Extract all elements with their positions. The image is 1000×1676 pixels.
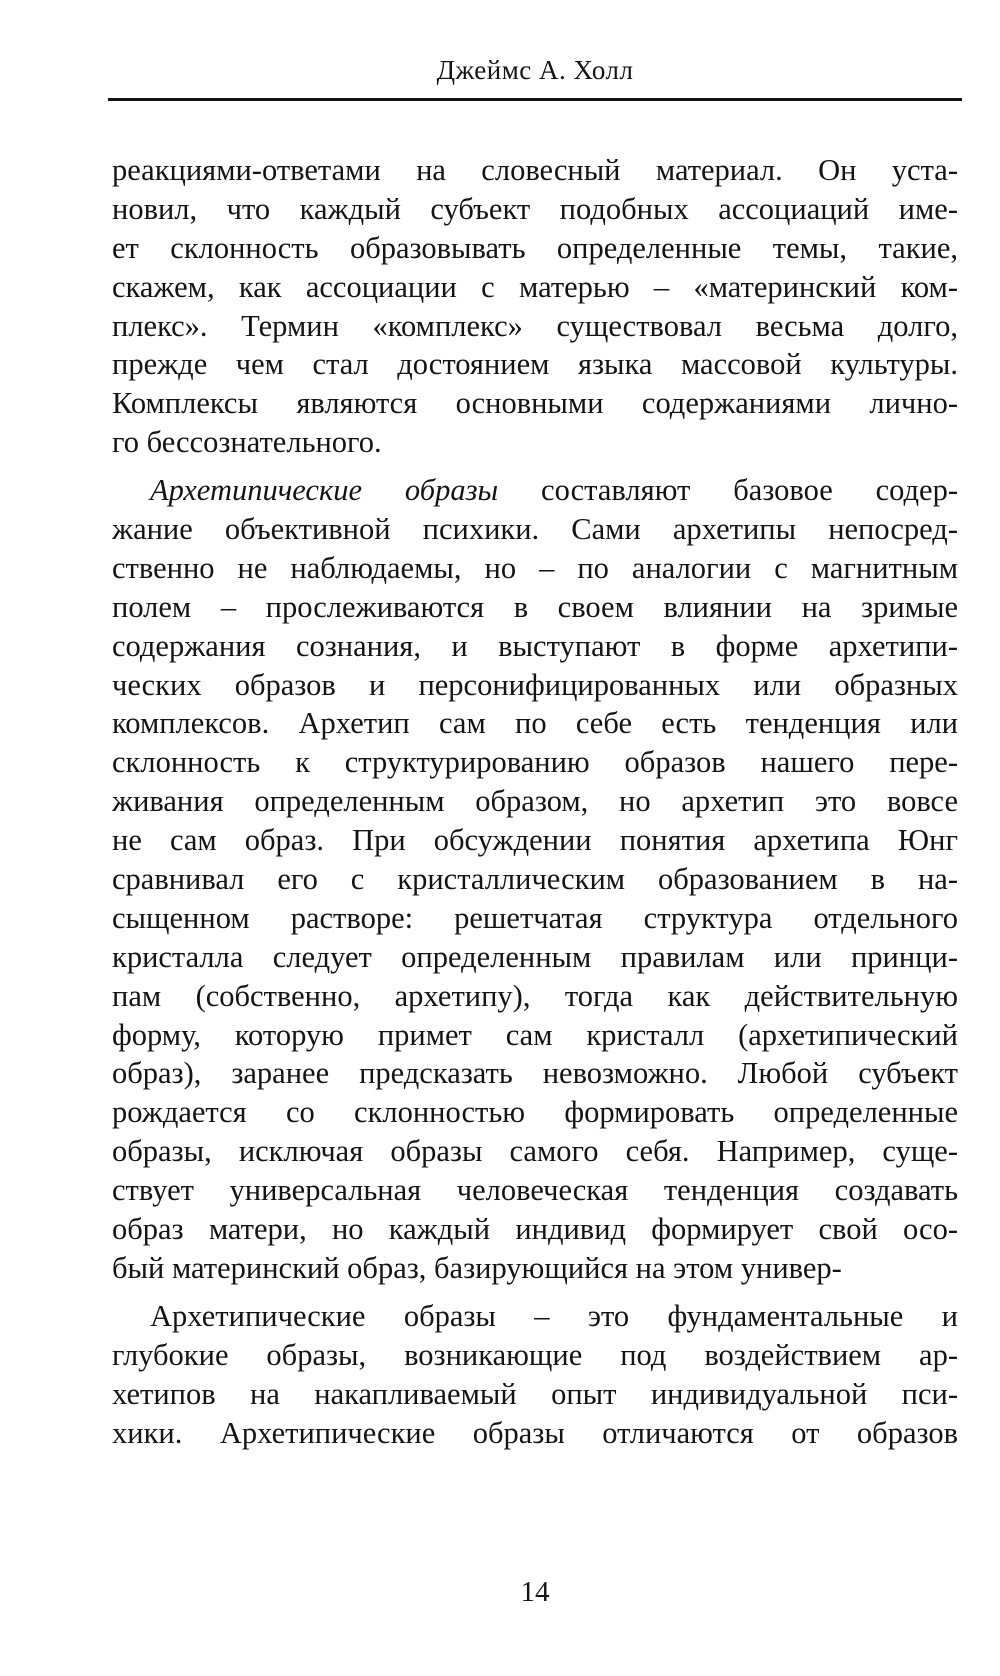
text-line: скажем, как ассоциации с матерью – «материнский ком- [112, 269, 958, 304]
text-line: новил, что каждый субъект подобных ассоциаций име- [112, 191, 958, 226]
text-line: прежде чем стал достоянием языка массовой культуры. [112, 347, 958, 382]
text-line: пам (собственно, архетипу), тогда как действительную [112, 978, 958, 1013]
text-line: сравнивал его с кристаллическим образованием в на- [112, 862, 958, 897]
text-line: сыщенном растворе: решетчатая структура отдельного [112, 900, 958, 935]
running-head: Джеймс А. Холл [436, 55, 634, 85]
text-line: Комплексы являются основными содержаниями лично- [112, 386, 958, 421]
page-number: 14 [520, 1576, 550, 1608]
text-line: хики. Архетипические образы отличаются от образов [112, 1415, 958, 1450]
text-line: форму, которую примет сам кристалл (архетипический [112, 1017, 958, 1052]
text-line: ственно не наблюдаемы, но – по аналогии с магнитным [112, 550, 958, 585]
text-line: живания определенным образом, но архетип это вовсе [112, 784, 958, 819]
text-line: жание объективной психики. Сами архетипы непосред- [112, 512, 958, 547]
text-line: ствует универсальная человеческая тенденция создавать [112, 1173, 958, 1208]
text-line: кристалла следует определенным правилам или принци- [112, 939, 958, 974]
text-line: бый материнский образ, базирующийся на этом универ- [112, 1250, 842, 1285]
text-line: образы, исключая образы самого себя. Например, суще- [112, 1134, 958, 1169]
paragraph-1 [112, 151, 958, 462]
text-line: ет склонность образовывать определенные темы, такие, [112, 230, 958, 265]
text-fragment: составляют базовое содер- [498, 473, 958, 508]
text-line: глубокие образы, возникающие под воздействием ар- [112, 1337, 958, 1372]
text-line: образ), заранее предсказать невозможно. Любой субъект [112, 1056, 958, 1091]
text-line: содержания сознания, и выступают в форме архетипи- [112, 628, 958, 663]
header-rule [108, 98, 962, 101]
body-text [112, 151, 958, 1461]
text-line: образ матери, но каждый индивид формирует свой осо- [112, 1212, 958, 1247]
text-line: полем – прослеживаются в своем влиянии на зримые [112, 589, 958, 624]
text-line [112, 471, 958, 510]
paragraph-3 [112, 1297, 958, 1453]
text-line: комплексов. Архетип сам по себе есть тенденция или [112, 706, 958, 741]
text-line: не сам образ. При обсуждении понятия архетипа Юнг [112, 823, 958, 858]
text-line: Архетипические образы – это фундаментальные и [150, 1298, 958, 1333]
text-line: плекс». Термин «комплекс» существовал весьма долго, [112, 308, 958, 343]
text-line: рождается со склонностью формировать определенные [112, 1095, 958, 1130]
italic-term: Архетипические образы [150, 473, 499, 508]
paragraph-2 [112, 471, 958, 1288]
text-line: реакциями-ответами на словесный материал. Он уста- [112, 153, 958, 187]
text-line: го бессознательного. [112, 425, 382, 460]
text-line: ческих образов и персонифицированных или образных [112, 667, 958, 702]
text-line: склонность к структурированию образов нашего пере- [112, 745, 958, 780]
text-line: хетипов на накапливаемый опыт индивидуальной пси- [112, 1376, 958, 1411]
